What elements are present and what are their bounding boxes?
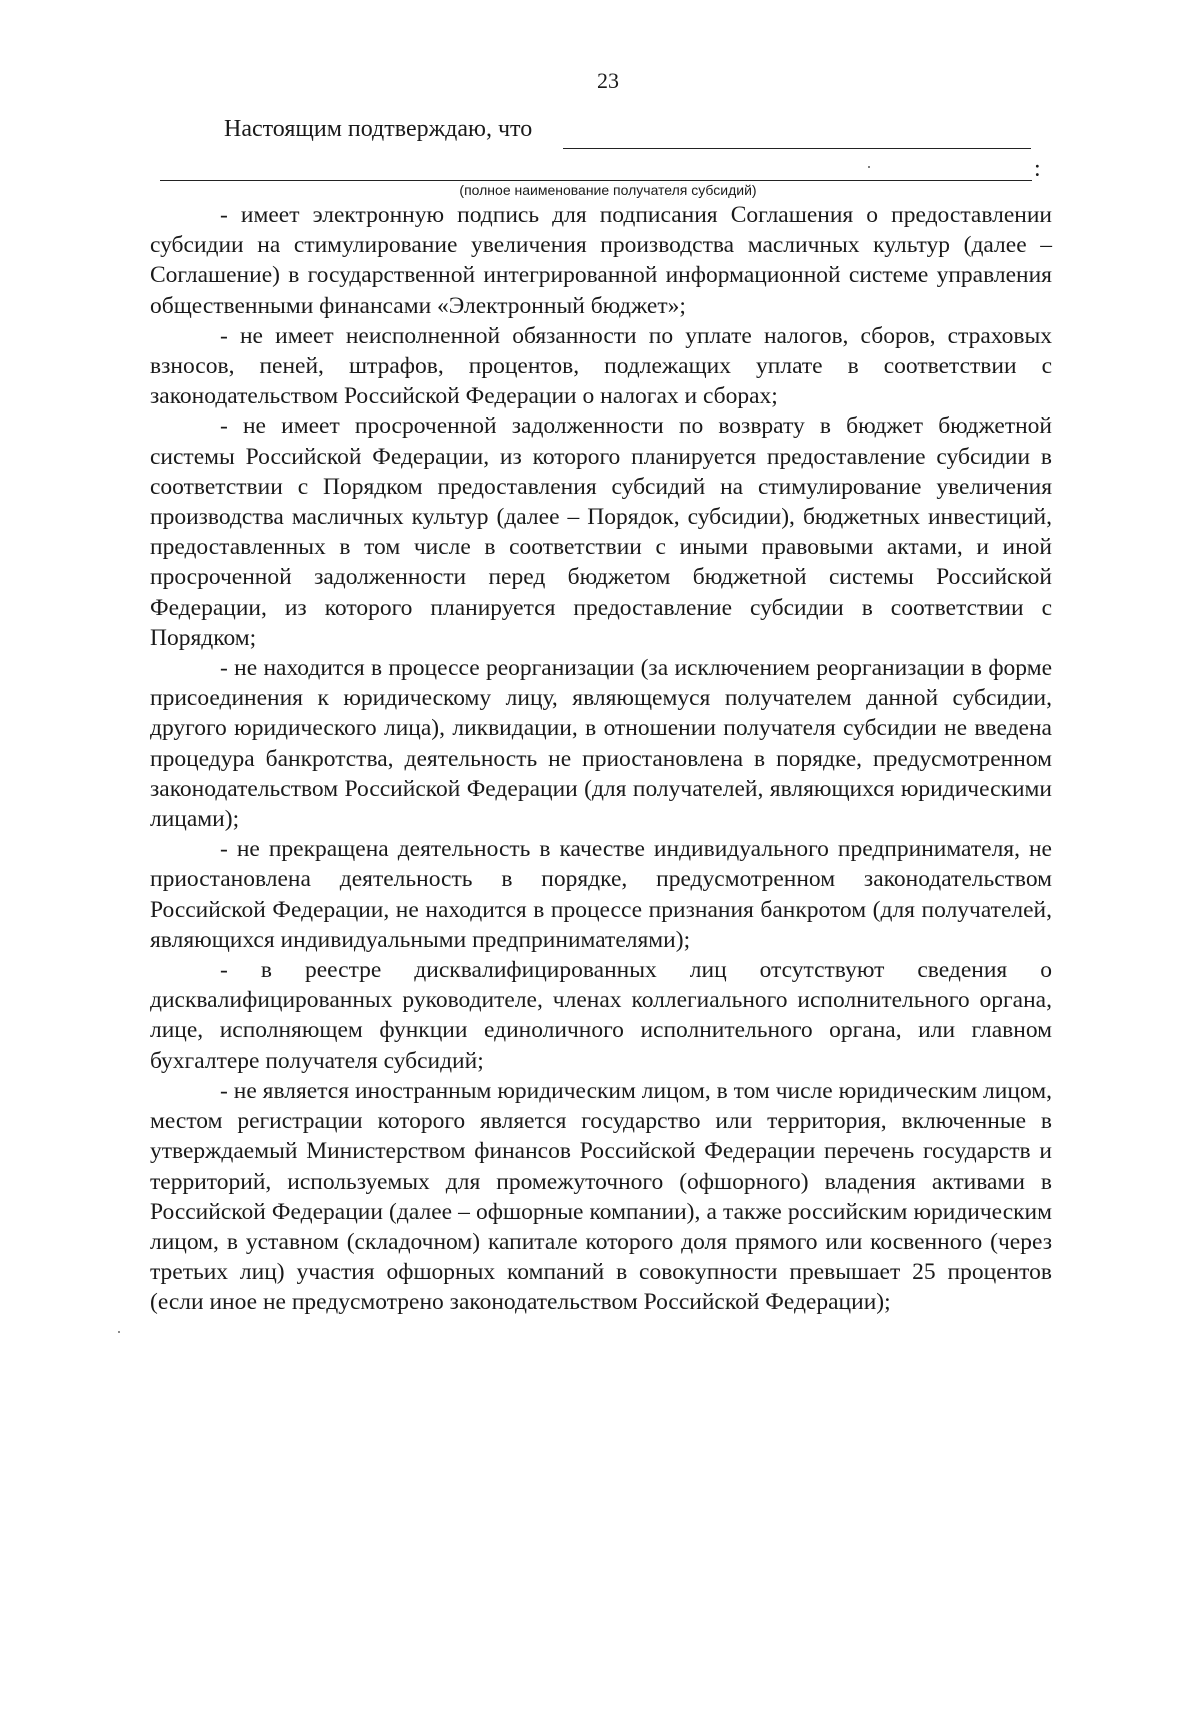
condition-paragraph: - не является иностранным юридическим лицом, в том числе юридическим лицом, местом регистрации которого является государство или территория, включенные в утверждаемый Министерством финансов Российской Федерации перечень государств и территорий, используемых для промежуточного (офшорного) владения активами в Российской Федерации (далее – офшорные компании), а также российским юридическим лицом, в уставном (складочном) капитале которого доля прямого или косвенного (через третьих лиц) участия офшорных компаний в совокупности превышает 25 процентов (если иное не предусмотрено законодательством Российской Федерации); (150, 1077, 1052, 1316)
conditions-list (150, 200, 1052, 1318)
condition-paragraph: - не имеет неисполненной обязанности по уплате налогов, сборов, страховых взносов, пеней, штрафов, процентов, подлежащих уплате в соответствии с законодательством Российской Федерации о налогах и сборах; (150, 322, 1052, 410)
scan-speck (118, 1331, 120, 1333)
confirmation-statement: Настоящим подтверждаю, что (224, 116, 533, 142)
condition-paragraph: - имеет электронную подпись для подписания Соглашения о предоставлении субсидии на стимулирование увеличения производства масличных культур (далее – Соглашение) в государственной интегрированной информационной системе управления общественными финансами «Электронный бюджет»; (150, 202, 1052, 319)
condition-paragraph: - в реестре дисквалифицированных лиц отсутствуют сведения о дисквалифицированных руководителе, членах коллегиального исполнительного органа, лице, исполняющем функции единоличного исполнительного органа, или главном бухгалтере получателя субсидий; (150, 957, 1052, 1074)
condition-paragraph: - не прекращена деятельность в качестве индивидуального предпринимателя, не приостановлена деятельность в порядке, предусмотренном законодательством Российской Федерации, не находится в процессе признания банкротом (для получателей, являющихся индивидуальными предпринимателями); (150, 836, 1052, 953)
blank-colon: : (1034, 156, 1041, 182)
condition-paragraph: - не находится в процессе реорганизации (за исключением реорганизации в форме присоединения к юридическому лицу, являющемуся получателем данной субсидии, другого юридического лица), ликвидации, в отношении получателя субсидии не введена процедура банкротства, деятельность не приостановлена в порядке, предусмотренном законодательством Российской Федерации (для получателей, являющихся юридическими лицами); (150, 655, 1052, 833)
recipient-name-blank-line-full[interactable] (160, 180, 1032, 181)
recipient-name-blank-line[interactable] (563, 148, 1031, 149)
scan-speck (868, 166, 870, 168)
page-number: 23 (597, 68, 619, 93)
condition-paragraph: - не имеет просроченной задолженности по возврату в бюджет бюджетной системы Российской Федерации, из которого планируется предоставление субсидии в соответствии с Порядком предоставления субсидий на стимулирование увеличения производства масличных культур (далее – Порядок, субсидии), бюджетных инвестиций, предоставленных в том числе в соответствии с иными правовыми актами, и иной просроченной задолженности перед бюджетом бюджетной системы Российской Федерации, из которого планируется предоставление субсидии в соответствии с Порядком; (150, 413, 1052, 651)
field-caption: (полное наименование получателя субсидий) (459, 182, 757, 198)
